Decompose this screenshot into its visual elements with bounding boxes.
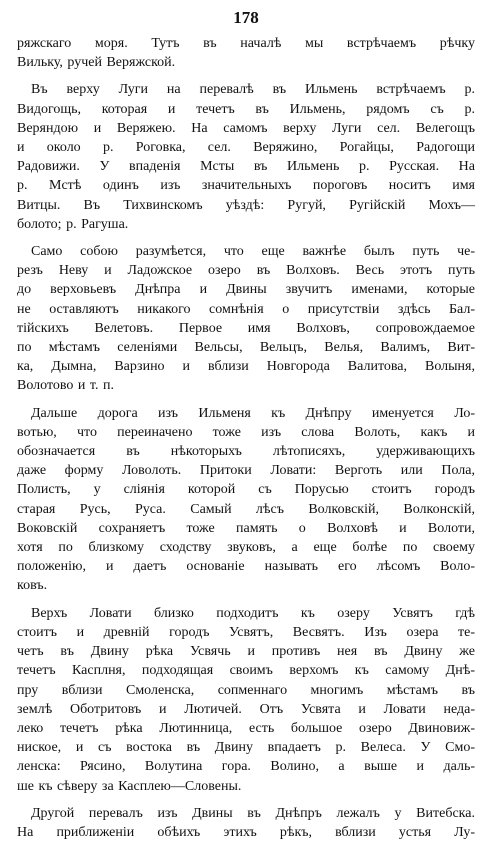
text-line: Витцы. Въ Тихвинскомъ уѣздѣ: Ругуй, Ругійскій Мохъ— xyxy=(17,197,475,213)
text-line: Радовижи. У впаденія Мсты въ Ильмень р. Русская. На xyxy=(17,159,475,175)
book-page xyxy=(17,8,475,840)
text-line: и около р. Роговка, сел. Веряжино, Рогайцы, Радогощи xyxy=(17,140,475,156)
paragraph xyxy=(17,404,475,596)
text-line: Полисть, у слiянія которой съ Порусью стоитъ городъ xyxy=(17,482,475,498)
text-line: не оставляютъ никакого сомнѣнія о присутствіи здѣсь Бал- xyxy=(17,301,475,317)
text-line: ше къ сѣверу за Касплею—Словены. xyxy=(17,778,242,794)
text-line: ленска: Рясино, Волутина гора. Волино, а выше и даль- xyxy=(17,759,475,775)
paragraph xyxy=(17,34,475,72)
paragraph xyxy=(17,604,475,796)
text-line: землѣ Оботритовъ и Лютичей. Отъ Усвята и Ловати неда- xyxy=(17,701,475,717)
text-line: Воковскій сохраняетъ тоже память о Волховѣ и Волоти, xyxy=(17,520,475,536)
paragraph xyxy=(17,242,475,396)
text-line: резъ Неву и Ладожское озеро въ Волховъ. Весь этотъ путь xyxy=(17,263,475,279)
text-line: Само собою разумѣется, что еще важнѣе былъ путь че- xyxy=(31,244,475,260)
text-line: положенію, и даетъ основаніе называть его лѣсомъ Воло- xyxy=(17,559,475,575)
text-line: Дальше дорога изъ Ильменя къ Днѣпру именуется Ло- xyxy=(31,405,475,421)
text-line: Волотово и т. п. xyxy=(17,378,114,394)
text-line: ниское, и съ востока въ Двину впадаетъ р. Велеса. У Смо- xyxy=(17,740,475,756)
text-line: даже форму Ловолоть. Притоки Ловати: Верготь или Пола, xyxy=(17,463,475,479)
text-line: Верхъ Ловати близко подходитъ къ озеру Усвятъ гдѣ xyxy=(31,605,475,621)
text-line: На приближеніи обѣихъ этихъ рѣкъ, вблизи устья Лу- xyxy=(17,824,475,840)
body-text xyxy=(17,34,475,842)
text-line: хотя по близкому сходству звуковъ, а еще болѣе по своему xyxy=(17,540,475,556)
text-line: Въ верху Луги на перевалѣ въ Ильмень встрѣчаемъ р. xyxy=(31,82,475,98)
text-line: ряжскаго моря. Тутъ въ началѣ мы встрѣчаемъ рѣчку xyxy=(17,36,475,51)
text-line: Другой перевалъ изъ Двины въ Днѣпръ лежалъ у Витебска. xyxy=(31,805,475,821)
text-line: р. Мстѣ одинъ изъ значительныхъ пороговъ носитъ имя xyxy=(17,178,475,194)
text-line: Видогощь, которая и течетъ въ Ильмень, рядомъ съ р. xyxy=(17,101,475,117)
text-line: ковъ. xyxy=(17,578,48,594)
text-line: старая Русь, Руса. Самый лѣсъ Волковскій, Волконскій, xyxy=(17,501,475,517)
text-line: леко течетъ рѣка Лютинница, есть большое озеро Двиновиж- xyxy=(17,720,475,736)
text-line: обозначается въ нѣкоторыхъ лѣтописяхъ, удерживающихъ xyxy=(17,444,475,460)
paragraph xyxy=(17,804,475,842)
text-line: пру вблизи Смоленска, сопменнаго многимъ мѣстамъ въ xyxy=(17,682,475,698)
text-line: до верховьевъ Днѣпра и Двины звучитъ именами, которые xyxy=(17,282,475,298)
text-line: четъ въ Двину рѣка Усвячь и противъ нея въ Двину же xyxy=(17,644,475,660)
text-line: тійскихъ Велетовъ. Первое имя Волховъ, сопровождаемое xyxy=(17,320,475,336)
text-line: по мѣстамъ селеніями Вельсы, Вельцъ, Велья, Валимъ, Вит- xyxy=(17,340,475,356)
text-line: течетъ Касплня, подходящая своимъ верхомъ къ самому Днѣ- xyxy=(17,663,475,679)
text-line: стоитъ и древній городъ Усвятъ, Весвятъ. Изъ озера те- xyxy=(17,624,475,640)
text-line: Вильку, ручей Веряжской. xyxy=(17,55,176,71)
page-number: 178 xyxy=(233,8,259,27)
text-line: болото; р. Рагуша. xyxy=(17,216,129,232)
text-line: вотью, что переиначено тоже изъ слова Волоть, какъ и xyxy=(17,424,475,440)
paragraph xyxy=(17,80,475,234)
text-line: ка, Дымна, Варзино и вблизи Новгорода Валитова, Волыня, xyxy=(17,359,475,375)
text-line: Веряндою и Веряжею. На самомъ верху Луги сел. Велегощъ xyxy=(17,120,475,136)
